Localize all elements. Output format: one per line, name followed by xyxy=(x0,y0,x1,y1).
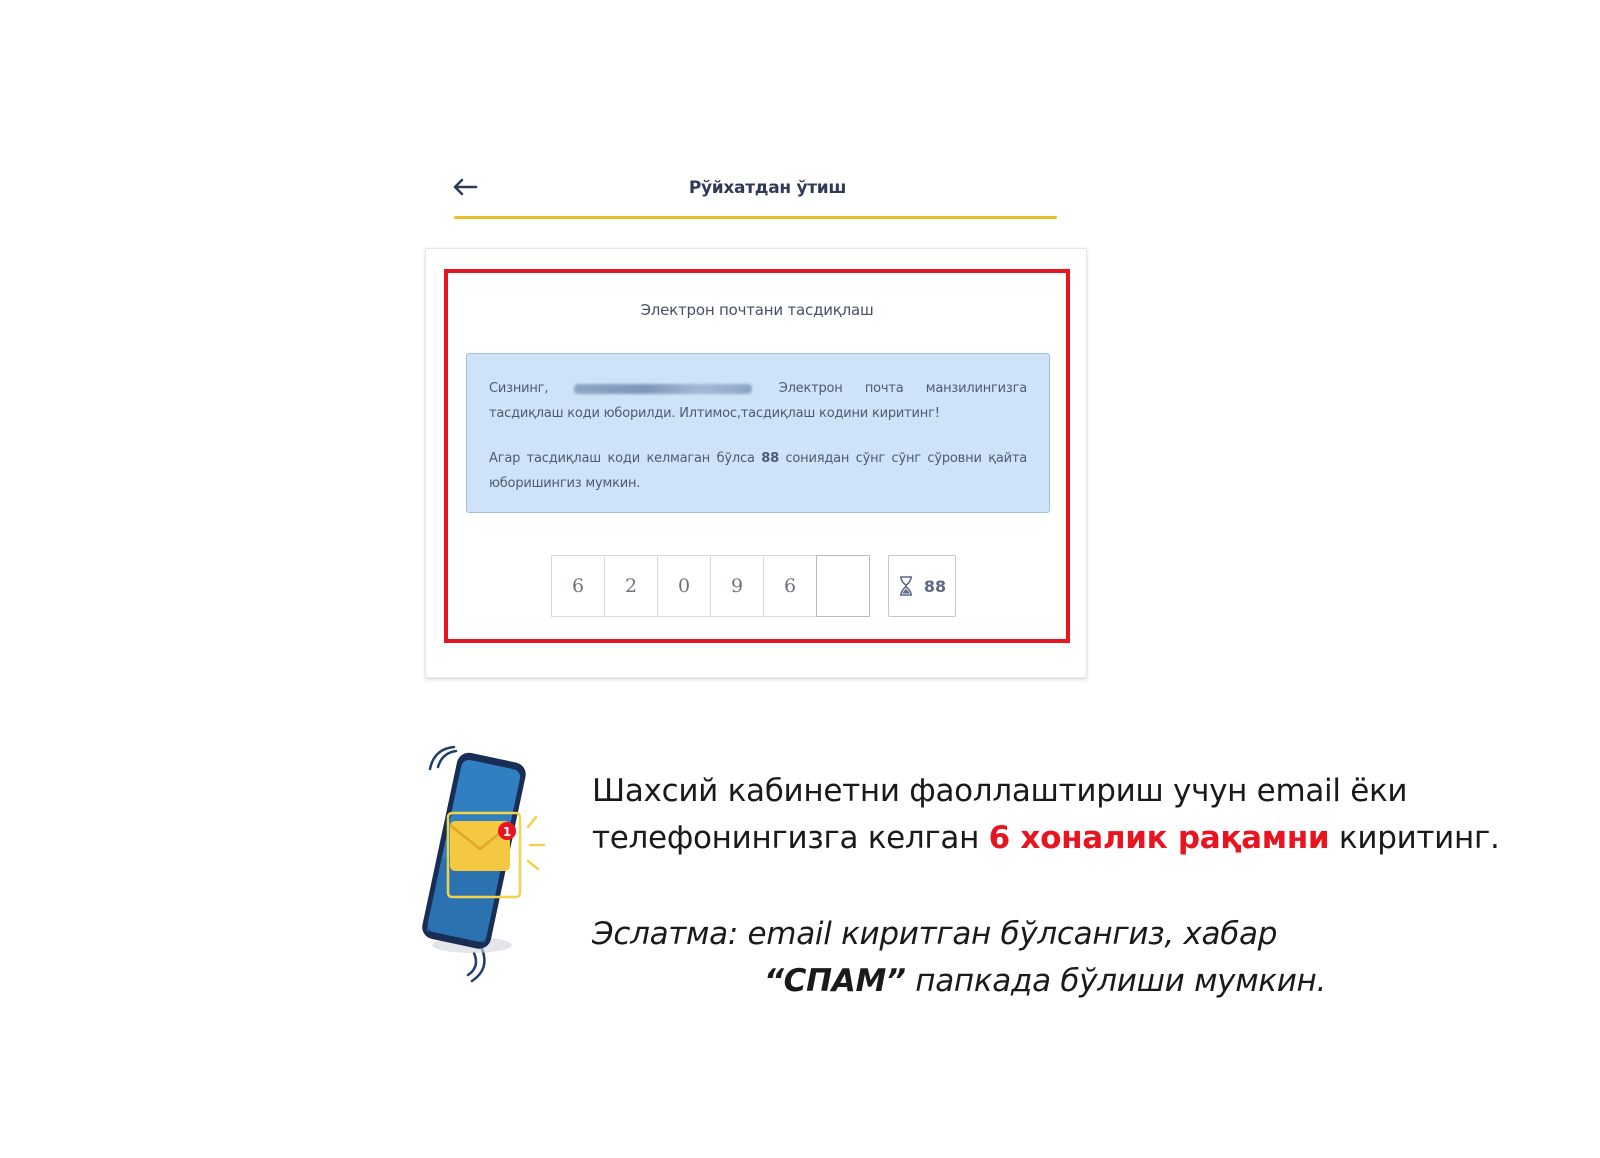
svg-text:1: 1 xyxy=(502,825,512,839)
note-line1: Эслатма: email киритган бўлсангиз, хабар xyxy=(592,916,1278,952)
note-line2 xyxy=(592,958,1552,1005)
header-underline xyxy=(454,216,1057,219)
instruction-part2: киритинг. xyxy=(1338,820,1500,856)
sent-message xyxy=(489,376,1027,426)
instruction-part1: Шахсий кабинетни фаоллаштириш учун email ёки телефонингизга келган xyxy=(592,773,1408,856)
code-digit-input[interactable]: 6 xyxy=(551,555,605,617)
verification-card xyxy=(425,248,1087,678)
masked-email xyxy=(574,384,752,394)
note-spam-word: “СПАМ” xyxy=(764,963,906,999)
code-digit-input[interactable]: 2 xyxy=(604,555,658,617)
sent-message-prefix: Сизнинг, xyxy=(489,381,549,396)
sent-message-suffix: Электрон почта манзилингизга тасдиқлаш коди юборилди. Илтимос,тасдиқлаш кодини киритинг! xyxy=(489,381,1027,421)
page-title: Рўйхатдан ўтиш xyxy=(688,178,847,198)
resend-message xyxy=(489,446,1027,496)
instruction-highlight: 6 хоналик рақамни xyxy=(988,820,1330,856)
code-digit-input[interactable]: 6 xyxy=(763,555,817,617)
code-input-row xyxy=(552,555,870,619)
verification-title: Электрон почтани тасдиқлаш xyxy=(640,301,874,319)
resend-seconds: 88 xyxy=(761,451,779,466)
resend-timer xyxy=(888,555,956,617)
spam-note xyxy=(592,911,1552,1005)
hourglass-icon xyxy=(898,576,914,596)
timer-value: 88 xyxy=(923,576,947,596)
instruction-text xyxy=(592,768,1552,862)
info-message-box xyxy=(466,353,1050,513)
code-digit-input[interactable] xyxy=(816,555,870,617)
code-digit-input[interactable]: 0 xyxy=(657,555,711,617)
resend-suffix: сониядан сўнг сўнг сўровни қайта юборишингиз мумкин. xyxy=(489,451,1028,491)
resend-prefix: Агар тасдиқлаш коди келмаган бўлса xyxy=(489,451,755,466)
phone-notification-illustration xyxy=(410,745,560,985)
code-digit-input[interactable]: 9 xyxy=(710,555,764,617)
note-line2-rest: папкада бўлиши мумкин. xyxy=(915,963,1327,999)
highlight-frame xyxy=(444,269,1070,643)
page-header xyxy=(450,160,1055,222)
